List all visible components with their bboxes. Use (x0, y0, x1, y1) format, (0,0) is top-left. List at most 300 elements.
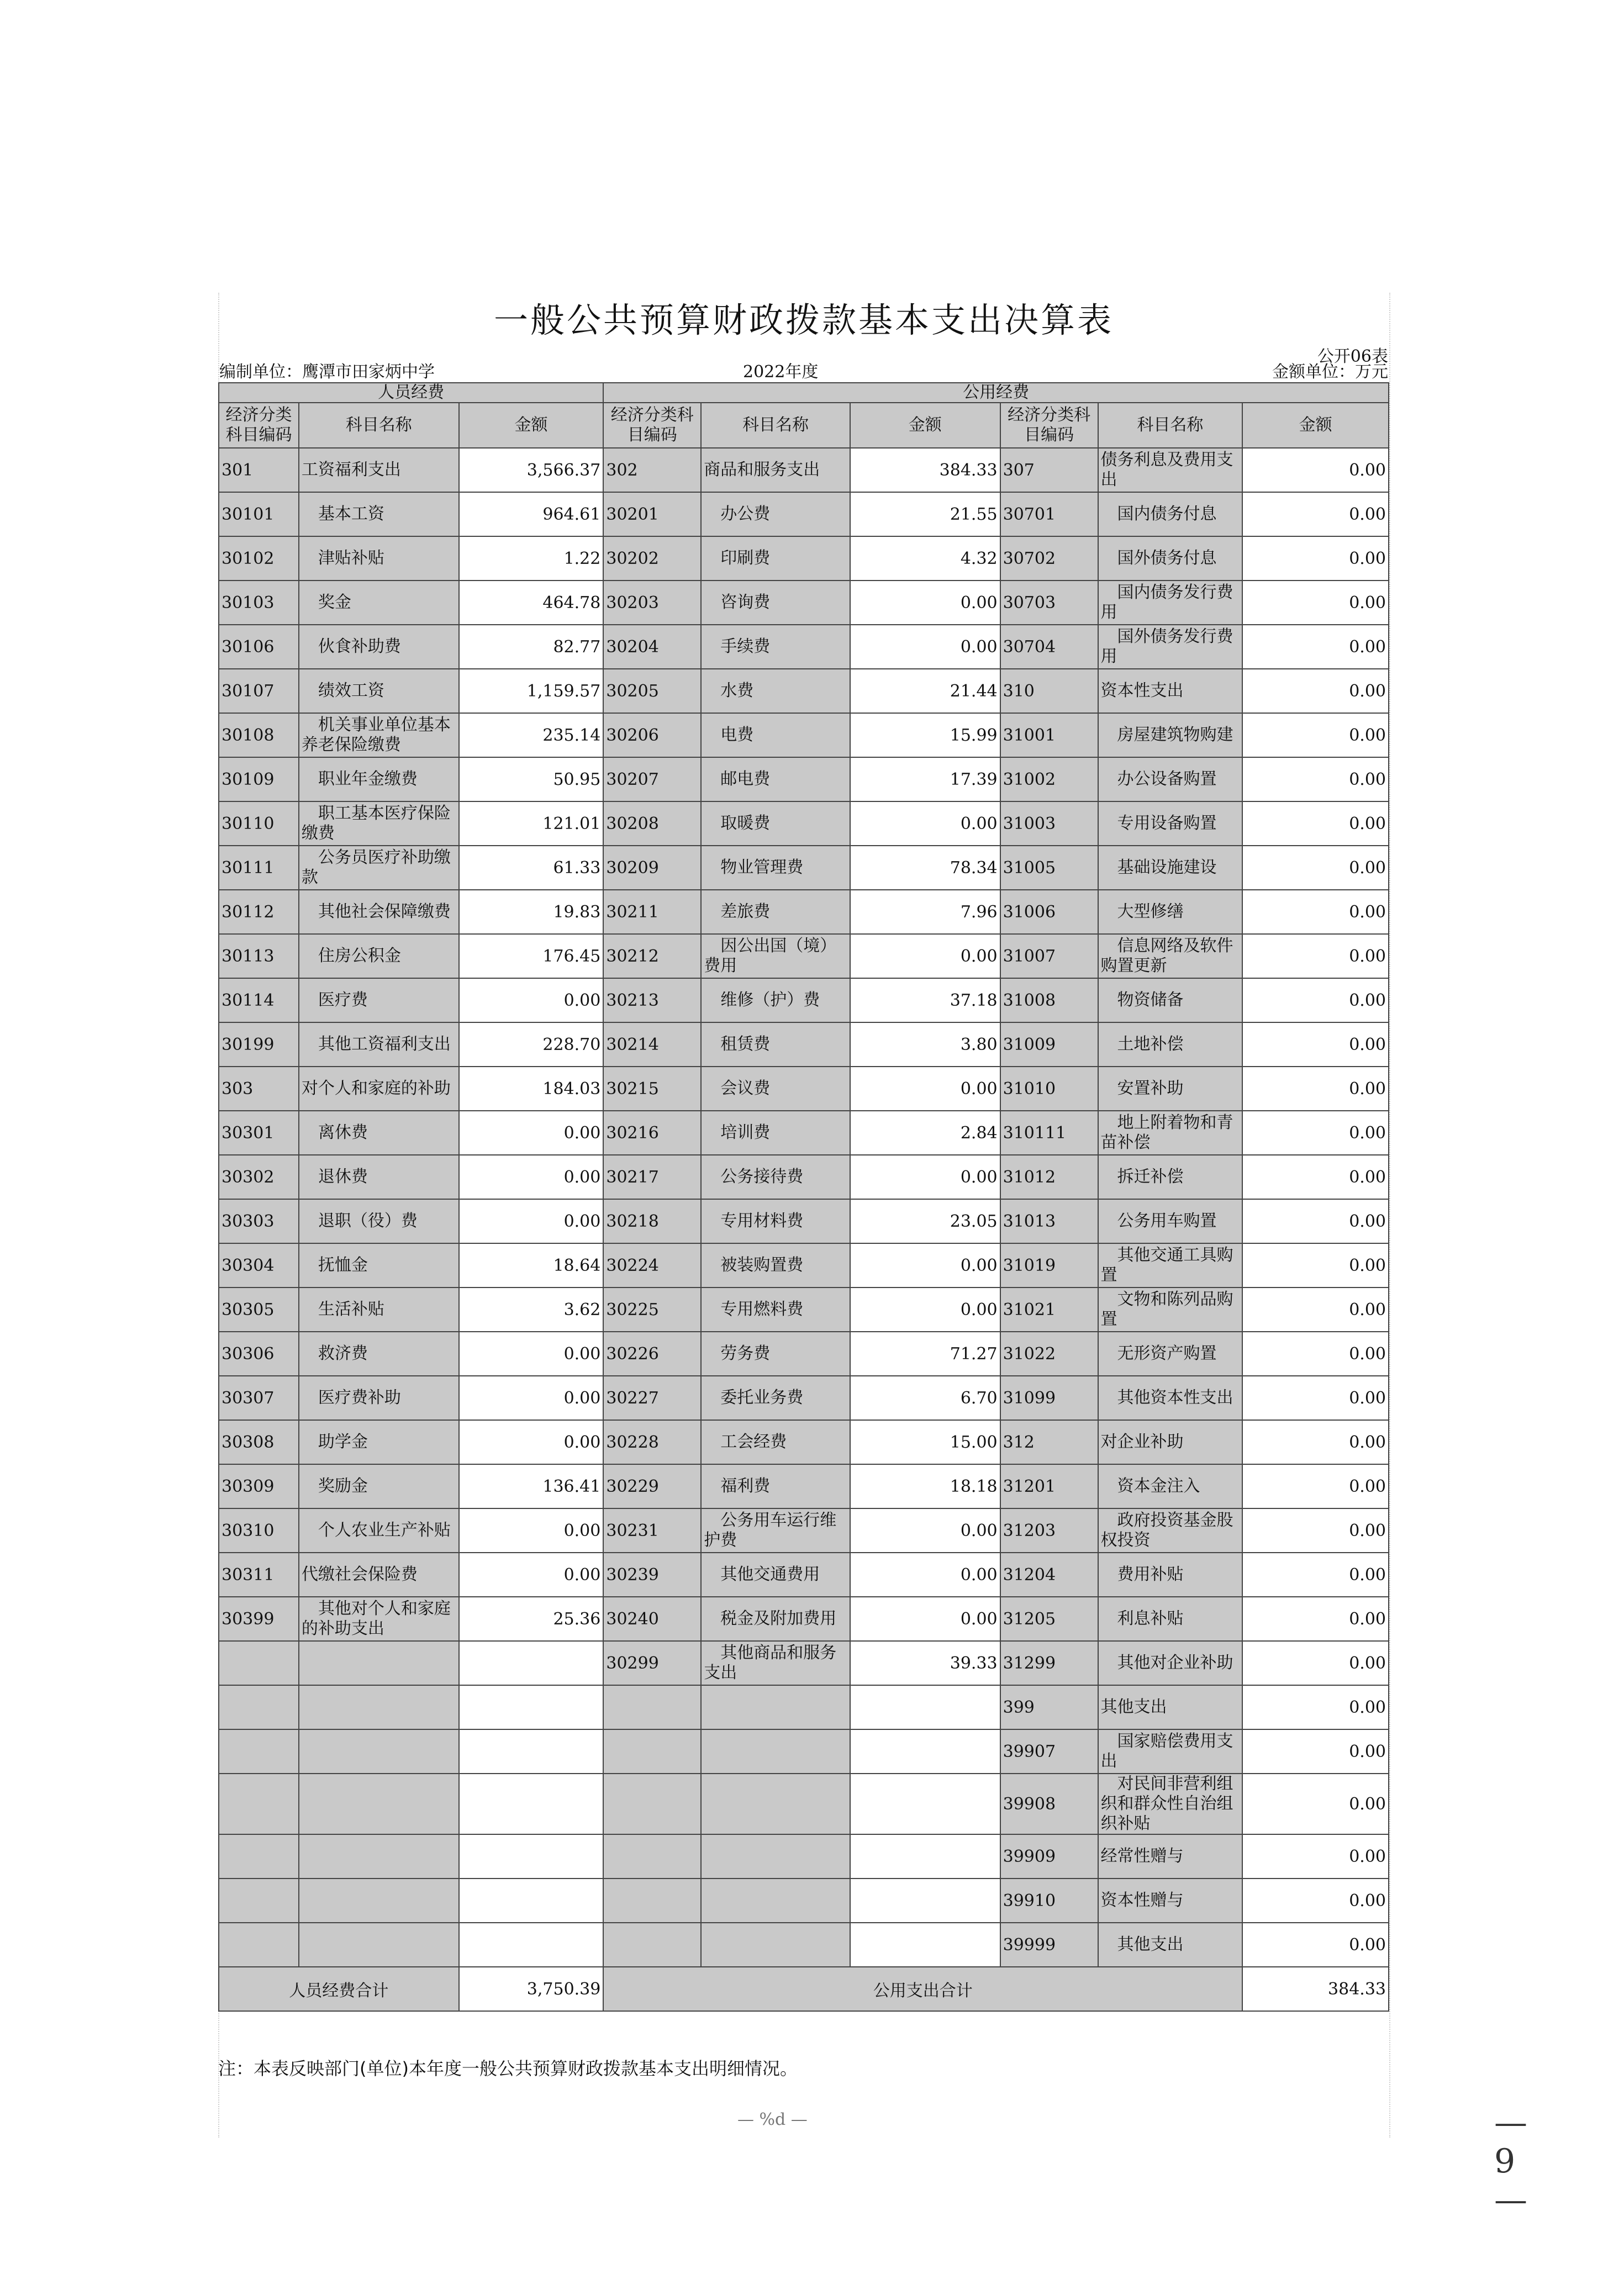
table-row (219, 1464, 1389, 1508)
row-item-name-text: 商品和服务支出 (704, 460, 820, 479)
row-amount: 6.70 (850, 1376, 1000, 1420)
row-code: 31001 (1000, 713, 1098, 757)
row-amount: 121.01 (459, 801, 604, 846)
table-row (219, 1332, 1389, 1376)
row-code: 31006 (1000, 890, 1098, 934)
row-item-name-text: 资本性赠与 (1100, 1891, 1184, 1910)
row-amount: 39.33 (850, 1641, 1000, 1685)
row-amount: 0.00 (1242, 846, 1389, 890)
row-amount: 464.78 (459, 581, 604, 625)
row-code: 30231 (603, 1508, 701, 1553)
row-item-name (1098, 536, 1243, 581)
col-header-code: 经济分类科目编码 (1000, 403, 1098, 448)
row-code: 31203 (1000, 1508, 1098, 1553)
row-item-name-text: 国外债务付息 (1117, 548, 1217, 568)
row-item-name (1098, 978, 1243, 1022)
row-item-name (701, 1199, 850, 1243)
table-row (219, 757, 1389, 801)
row-item-name-text: 土地补偿 (1117, 1035, 1184, 1054)
row-item-name-text: 国外债务发行费用 (1100, 627, 1233, 666)
row-amount: 0.00 (850, 1508, 1000, 1553)
row-code: 30239 (603, 1553, 701, 1597)
row-code: 30701 (1000, 492, 1098, 536)
row-amount: 0.00 (1242, 1553, 1389, 1597)
row-item-name (1098, 1420, 1243, 1464)
row-item-name-text: 职业年金缴费 (318, 769, 418, 789)
row-item-name (701, 1641, 850, 1685)
row-amount: 0.00 (1242, 757, 1389, 801)
col-header-name: 科目名称 (1098, 403, 1243, 448)
row-code: 30207 (603, 757, 701, 801)
row-amount (459, 1834, 604, 1879)
row-code: 30302 (219, 1155, 299, 1199)
row-amount: 0.00 (1242, 1288, 1389, 1332)
row-item-name (1098, 1774, 1243, 1834)
row-item-name (701, 1685, 850, 1729)
row-amount (850, 1923, 1000, 1967)
row-item-name-text: 其他对企业补助 (1117, 1653, 1233, 1672)
row-item-name (1098, 581, 1243, 625)
row-item-name (299, 1067, 459, 1111)
row-amount: 0.00 (459, 978, 604, 1022)
table-body (219, 448, 1389, 1967)
row-item-name-text: 政府投资基金股权投资 (1100, 1511, 1233, 1550)
row-item-name-text: 电费 (720, 725, 754, 745)
row-code: 39909 (1000, 1834, 1098, 1879)
row-item-name (1098, 669, 1243, 713)
row-code (219, 1923, 299, 1967)
row-amount: 0.00 (1242, 890, 1389, 934)
row-item-name-text: 基础设施建设 (1117, 858, 1217, 877)
row-item-name (1098, 1199, 1243, 1243)
row-code: 30311 (219, 1553, 299, 1597)
row-item-name-text: 其他支出 (1100, 1697, 1167, 1717)
col-header-amount: 金额 (459, 403, 604, 448)
row-item-name (299, 492, 459, 536)
row-amount: 0.00 (1242, 1641, 1389, 1685)
personnel-total-value: 3,750.39 (459, 1967, 604, 2011)
row-amount: 136.41 (459, 1464, 604, 1508)
row-item-name-text: 文物和陈列品购置 (1100, 1290, 1233, 1329)
row-code (603, 1774, 701, 1834)
row-amount: 15.00 (850, 1420, 1000, 1464)
row-code: 30108 (219, 713, 299, 757)
row-amount: 25.36 (459, 1597, 604, 1641)
table-row (219, 713, 1389, 757)
row-amount: 0.00 (1242, 1420, 1389, 1464)
row-code: 30703 (1000, 581, 1098, 625)
public-total-label: 公用支出合计 (603, 1967, 1242, 2011)
row-code: 30240 (603, 1597, 701, 1641)
row-item-name (701, 1879, 850, 1923)
row-code: 30101 (219, 492, 299, 536)
public-total-value: 384.33 (1242, 1967, 1389, 2011)
row-amount (850, 1774, 1000, 1834)
row-code: 399 (1000, 1685, 1098, 1729)
row-item-name (299, 1376, 459, 1420)
row-item-name-text: 无形资产购置 (1117, 1344, 1217, 1363)
row-item-name-text: 津贴补贴 (318, 548, 384, 568)
row-amount: 0.00 (459, 1332, 604, 1376)
row-code: 30206 (603, 713, 701, 757)
table-row (219, 934, 1389, 978)
row-amount (459, 1685, 604, 1729)
row-amount: 0.00 (1242, 1155, 1389, 1199)
row-item-name (299, 1774, 459, 1834)
row-amount (459, 1879, 604, 1923)
row-item-name (299, 1834, 459, 1879)
row-item-name (1098, 890, 1243, 934)
row-item-name (701, 1376, 850, 1420)
row-code (603, 1834, 701, 1879)
row-amount: 0.00 (1242, 1508, 1389, 1553)
row-item-name (1098, 448, 1243, 492)
row-code: 30204 (603, 625, 701, 669)
row-code: 30216 (603, 1111, 701, 1155)
table-row (219, 846, 1389, 890)
row-code: 31008 (1000, 978, 1098, 1022)
row-item-name (701, 448, 850, 492)
row-amount: 0.00 (1242, 1376, 1389, 1420)
row-item-name (701, 1288, 850, 1332)
table-row (219, 1508, 1389, 1553)
row-amount: 0.00 (1242, 1923, 1389, 1967)
table-row (219, 1834, 1389, 1879)
row-item-name-text: 办公设备购置 (1117, 769, 1217, 789)
row-amount (459, 1774, 604, 1834)
row-item-name-text: 公务接待费 (720, 1167, 804, 1186)
row-amount: 4.32 (850, 536, 1000, 581)
row-code: 31201 (1000, 1464, 1098, 1508)
row-item-name (299, 846, 459, 890)
row-amount: 19.83 (459, 890, 604, 934)
row-code (219, 1834, 299, 1879)
report-meta (218, 361, 1389, 383)
row-item-name-text: 基本工资 (318, 504, 384, 524)
row-code: 39907 (1000, 1729, 1098, 1774)
row-item-name-text: 物资储备 (1117, 990, 1184, 1010)
row-item-name (299, 757, 459, 801)
row-amount: 7.96 (850, 890, 1000, 934)
row-item-name (1098, 1022, 1243, 1067)
row-code: 39999 (1000, 1923, 1098, 1967)
row-code: 30307 (219, 1376, 299, 1420)
row-code: 30203 (603, 581, 701, 625)
row-item-name-text: 绩效工资 (318, 681, 384, 700)
row-code: 302 (603, 448, 701, 492)
row-code: 30214 (603, 1022, 701, 1067)
row-item-name (299, 1111, 459, 1155)
row-item-name-text: 租赁费 (720, 1035, 771, 1054)
table-row (219, 536, 1389, 581)
row-item-name (299, 890, 459, 934)
row-item-name (299, 1729, 459, 1774)
row-item-name-text: 助学金 (318, 1432, 368, 1452)
row-item-name (299, 1597, 459, 1641)
row-amount: 235.14 (459, 713, 604, 757)
row-item-name (701, 625, 850, 669)
row-item-name-text: 拆迁补偿 (1117, 1167, 1184, 1186)
row-amount: 3.80 (850, 1022, 1000, 1067)
row-item-name (1098, 1641, 1243, 1685)
row-item-name-text: 国内债务发行费用 (1100, 583, 1233, 622)
row-item-name-text: 利息补贴 (1117, 1609, 1184, 1628)
row-code: 30106 (219, 625, 299, 669)
row-code: 31002 (1000, 757, 1098, 801)
row-code: 30205 (603, 669, 701, 713)
table-row (219, 1022, 1389, 1067)
row-item-name-text: 办公费 (720, 504, 771, 524)
row-amount: 18.64 (459, 1243, 604, 1288)
row-item-name-text: 会议费 (720, 1079, 771, 1098)
page-number: — 9 — (1494, 2103, 1533, 2219)
row-item-name (1098, 801, 1243, 846)
row-amount: 0.00 (850, 1597, 1000, 1641)
row-item-name-text: 债务利息及费用支出 (1100, 450, 1233, 489)
table-row (219, 1879, 1389, 1923)
row-code: 30215 (603, 1067, 701, 1111)
row-item-name (1098, 1067, 1243, 1111)
row-item-name (299, 1199, 459, 1243)
row-item-name (299, 713, 459, 757)
row-item-name (1098, 1111, 1243, 1155)
row-item-name (1098, 1332, 1243, 1376)
row-item-name-text: 咨询费 (720, 593, 771, 612)
row-amount: 0.00 (1242, 625, 1389, 669)
row-amount: 0.00 (1242, 713, 1389, 757)
row-amount: 17.39 (850, 757, 1000, 801)
row-amount: 0.00 (459, 1420, 604, 1464)
row-code (219, 1879, 299, 1923)
row-code: 303 (219, 1067, 299, 1111)
row-code: 30217 (603, 1155, 701, 1199)
row-item-name-text: 水费 (720, 681, 754, 700)
row-item-name-text: 专用材料费 (720, 1211, 804, 1231)
row-code (219, 1774, 299, 1834)
row-amount: 61.33 (459, 846, 604, 890)
row-item-name (299, 1022, 459, 1067)
row-code: 31021 (1000, 1288, 1098, 1332)
row-item-name (1098, 1879, 1243, 1923)
personnel-total-label: 人员经费合计 (219, 1967, 459, 2011)
row-code: 31012 (1000, 1155, 1098, 1199)
row-amount: 3.62 (459, 1288, 604, 1332)
row-item-name-text: 其他社会保障缴费 (318, 902, 451, 921)
table-row (219, 801, 1389, 846)
row-item-name-text: 奖金 (318, 593, 351, 612)
row-code: 30111 (219, 846, 299, 890)
row-item-name (299, 1923, 459, 1967)
group-header-public: 公用经费 (603, 383, 1389, 403)
row-amount: 21.55 (850, 492, 1000, 536)
row-code: 31205 (1000, 1597, 1098, 1641)
row-item-name (701, 581, 850, 625)
row-code: 30306 (219, 1332, 299, 1376)
row-item-name-text: 取暖费 (720, 814, 771, 833)
row-code: 30225 (603, 1288, 701, 1332)
row-item-name (299, 1464, 459, 1508)
row-item-name-text: 专用设备购置 (1117, 814, 1217, 833)
row-amount (459, 1729, 604, 1774)
row-amount (850, 1834, 1000, 1879)
row-item-name-text: 专用燃料费 (720, 1300, 804, 1319)
row-item-name-text: 离休费 (318, 1123, 368, 1142)
row-item-name-text: 职工基本医疗保险缴费 (301, 804, 451, 843)
row-item-name-text: 资本金注入 (1117, 1476, 1200, 1496)
row-item-name (1098, 1729, 1243, 1774)
row-item-name-text: 安置补助 (1117, 1079, 1184, 1098)
row-code: 30114 (219, 978, 299, 1022)
row-amount: 0.00 (850, 581, 1000, 625)
row-code: 31009 (1000, 1022, 1098, 1067)
row-item-name (701, 934, 850, 978)
row-item-name (1098, 1288, 1243, 1332)
row-amount: 228.70 (459, 1022, 604, 1067)
row-item-name-text: 印刷费 (720, 548, 771, 568)
row-code: 31010 (1000, 1067, 1098, 1111)
row-amount: 0.00 (850, 801, 1000, 846)
row-amount: 0.00 (1242, 1022, 1389, 1067)
row-item-name (299, 1641, 459, 1685)
row-item-name-text: 退职（役）费 (318, 1211, 418, 1231)
row-item-name (701, 536, 850, 581)
row-code: 30303 (219, 1199, 299, 1243)
row-item-name-text: 对企业补助 (1100, 1432, 1184, 1452)
row-amount (850, 1879, 1000, 1923)
table-row (219, 492, 1389, 536)
row-code: 30213 (603, 978, 701, 1022)
row-amount: 964.61 (459, 492, 604, 536)
money-unit: 金额单位：万元 (1272, 362, 1388, 382)
row-amount: 1.22 (459, 536, 604, 581)
table-row (219, 1376, 1389, 1420)
table-row (219, 581, 1389, 625)
row-item-name (701, 1111, 850, 1155)
row-item-name-text: 机关事业单位基本养老保险缴费 (301, 715, 451, 754)
row-code: 30702 (1000, 536, 1098, 581)
row-item-name (701, 1155, 850, 1199)
table-row (219, 1553, 1389, 1597)
row-code: 31003 (1000, 801, 1098, 846)
row-amount: 384.33 (850, 448, 1000, 492)
row-item-name-text: 工资福利支出 (301, 460, 401, 479)
row-item-name (299, 1685, 459, 1729)
report-year: 2022年度 (743, 362, 819, 382)
row-code: 30202 (603, 536, 701, 581)
row-code: 31007 (1000, 934, 1098, 978)
row-item-name (1098, 846, 1243, 890)
row-item-name-text: 代缴社会保险费 (301, 1565, 418, 1584)
row-code (603, 1923, 701, 1967)
table-row (219, 448, 1389, 492)
row-amount: 0.00 (1242, 492, 1389, 536)
row-code: 31299 (1000, 1641, 1098, 1685)
row-amount: 0.00 (459, 1111, 604, 1155)
row-item-name (299, 1155, 459, 1199)
row-item-name (299, 1420, 459, 1464)
row-amount: 18.18 (850, 1464, 1000, 1508)
row-amount: 0.00 (1242, 1879, 1389, 1923)
row-amount (459, 1923, 604, 1967)
row-amount: 0.00 (459, 1199, 604, 1243)
row-code (219, 1685, 299, 1729)
row-code: 30211 (603, 890, 701, 934)
row-item-name (299, 581, 459, 625)
row-code: 30113 (219, 934, 299, 978)
row-item-name (701, 1022, 850, 1067)
row-code: 310 (1000, 669, 1098, 713)
row-item-name (701, 978, 850, 1022)
form-number: 公开06表 (1317, 347, 1388, 366)
row-amount: 0.00 (1242, 669, 1389, 713)
row-amount: 0.00 (459, 1376, 604, 1420)
row-item-name-text: 劳务费 (720, 1344, 771, 1363)
row-amount: 0.00 (1242, 536, 1389, 581)
row-item-name-text: 费用补贴 (1117, 1565, 1184, 1584)
row-item-name-text: 国家赔偿费用支出 (1100, 1732, 1233, 1771)
row-amount: 0.00 (850, 1288, 1000, 1332)
row-amount: 0.00 (850, 1243, 1000, 1288)
col-header-amount: 金额 (1242, 403, 1389, 448)
row-amount: 23.05 (850, 1199, 1000, 1243)
row-item-name-text: 生活补贴 (318, 1300, 384, 1319)
row-item-name (701, 1923, 850, 1967)
row-code: 31099 (1000, 1376, 1098, 1420)
row-amount: 78.34 (850, 846, 1000, 890)
row-item-name (299, 1332, 459, 1376)
table-row (219, 1774, 1389, 1834)
row-item-name (299, 448, 459, 492)
row-amount: 2.84 (850, 1111, 1000, 1155)
table-row (219, 1923, 1389, 1967)
row-amount: 0.00 (850, 934, 1000, 978)
row-item-name (299, 934, 459, 978)
row-amount: 0.00 (459, 1155, 604, 1199)
row-code: 30309 (219, 1464, 299, 1508)
row-item-name (299, 1508, 459, 1553)
row-item-name-text: 退休费 (318, 1167, 368, 1186)
col-header-code: 经济分类科目编码 (219, 403, 299, 448)
row-item-name (701, 1067, 850, 1111)
row-item-name-text: 因公出国（境）费用 (704, 936, 837, 975)
row-item-name-text: 住房公积金 (318, 946, 401, 965)
row-amount: 0.00 (1242, 448, 1389, 492)
row-code: 30218 (603, 1199, 701, 1243)
row-amount: 0.00 (1242, 1067, 1389, 1111)
row-amount (459, 1641, 604, 1685)
row-item-name (701, 1834, 850, 1879)
row-item-name-text: 工会经费 (720, 1432, 787, 1452)
row-item-name (701, 669, 850, 713)
row-item-name-text: 公务员医疗补助缴款 (301, 848, 451, 887)
table-row (219, 1288, 1389, 1332)
table-row (219, 1111, 1389, 1155)
row-code: 31019 (1000, 1243, 1098, 1288)
row-item-name (1098, 1923, 1243, 1967)
row-item-name (1098, 1685, 1243, 1729)
row-item-name-text: 手续费 (720, 637, 771, 656)
table-row (219, 1420, 1389, 1464)
row-amount: 37.18 (850, 978, 1000, 1022)
row-code: 31204 (1000, 1553, 1098, 1597)
row-code (603, 1879, 701, 1923)
row-item-name-text: 邮电费 (720, 769, 771, 789)
row-item-name-text: 地上附着物和青苗补偿 (1100, 1113, 1233, 1152)
row-amount: 0.00 (1242, 1111, 1389, 1155)
group-header-personnel: 人员经费 (219, 383, 603, 403)
row-code: 30110 (219, 801, 299, 846)
row-item-name-text: 房屋建筑物购建 (1117, 725, 1233, 745)
